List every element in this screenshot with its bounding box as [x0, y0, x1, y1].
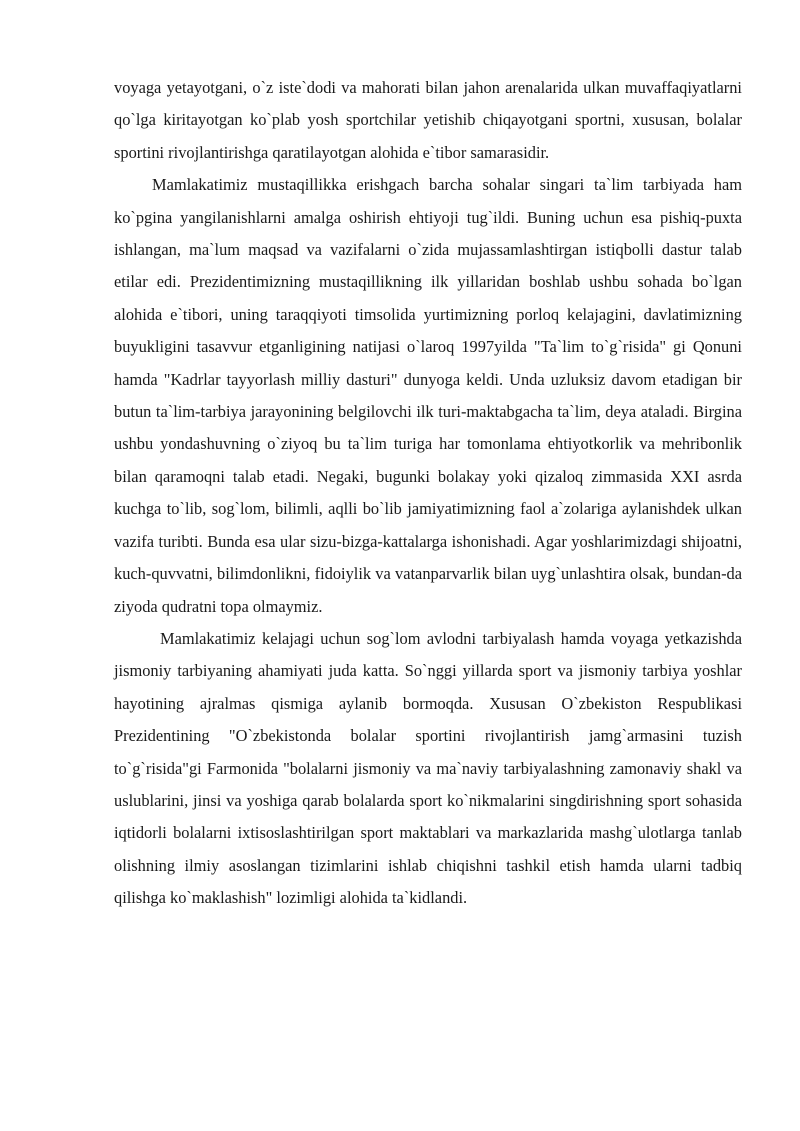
- paragraph-physical-education: Mamlakatimiz kelajagi uchun sog`lom avlodni tarbiyalash hamda voyaga yetkazishda jismoniy tarbiyaning ahamiyati juda katta. So`nggi yillarda sport va jismoniy tarbiya yoshlar hayotining ajralmas qismiga aylanib bormoqda. Xususan O`zbekiston Respublikasi Prezidentining "O`zbekistonda bolalar sportini rivojlantirish jamg`armasini tuzish to`g`risida"gi Farmonida "bolalarni jismoniy va ma`naviy tarbiyalashning zamonaviy shakl va uslublarini, jinsi va yoshiga qarab bolalarda sport ko`nikmalarini singdirishning sport sohasida iqtidorli bolalarni ixtisoslashtirilgan sport maktablari va markazlarida mashg`ulotlarga tanlab olishning ilmiy asoslangan tizimlarini ishlab chiqishni tashkil etish hamda ularni tadbiq qilishga ko`maklashish" lozimligi alohida ta`kidlandi.: [114, 628, 742, 908]
- document-page: [114, 72, 742, 915]
- paragraph-independence-education: Mamlakatimiz mustaqillikka erishgach barcha sohalar singari ta`lim tarbiyada ham ko`pgina yangilanishlarni amalga oshirish ehtiyoji tug`ildi. Buning uchun esa pishiq-puxta ishlangan, ma`lum maqsad va vazifalarni o`zida mujassamlashtirgan istiqbolli dastur talab etilar edi. Prezidentimizning mustaqillikning ilk yillaridan boshlab ushbu sohada bo`lgan alohida e`tibori, uning taraqqiyoti timsolida yurtimizning porloq kelajagini, davlatimizning buyukligini tasavvur etganligining natijasi o`laroq 1997yilda "Ta`lim to`g`risida" gi Qonuni hamda "Kadrlar tayyorlash milliy dasturi" dunyoga keldi. Unda uzluksiz davom etadigan bir butun ta`lim-tarbiya jarayonining belgilovchi ilk turi-maktabgacha ta`lim, deya ataladi. Birgina ushbu yondashuvning o`ziyoq bu ta`lim turiga har tomonlama ehtiyotkorlik va mehribonlik bilan qaramoqni talab etadi. Negaki, bugunki bolakay yoki qizaloq zimmasida XXI asrda kuchga to`lib, sog`lom, bilimli, aqlli bo`lib jamiyatimizning faol a`zolariga aylanishdek ulkan vazifa turibti. Bunda esa ular sizu-bizga-kattalarga ishonishadi. Agar yoshlarimizdagi shijoatni, kuch-quvvatni, bilimdonlikni, fidoiylik va vatanparvarlik bilan uyg`unlashtira olsak, bundan-da ziyoda qudratni topa olmaymiz.: [114, 175, 742, 616]
- paragraph-continuation: voyaga yetayotgani, o`z iste`dodi va mahorati bilan jahon arenalarida ulkan muvaffaqiyatlarni qo`lga kiritayotgan ko`plab yosh sportchilar yetishib chiqayotgani sportni, xususan, bolalar sportini rivojlantirishga qaratilayotgan alohida e`tibor samarasidir.: [114, 78, 742, 162]
